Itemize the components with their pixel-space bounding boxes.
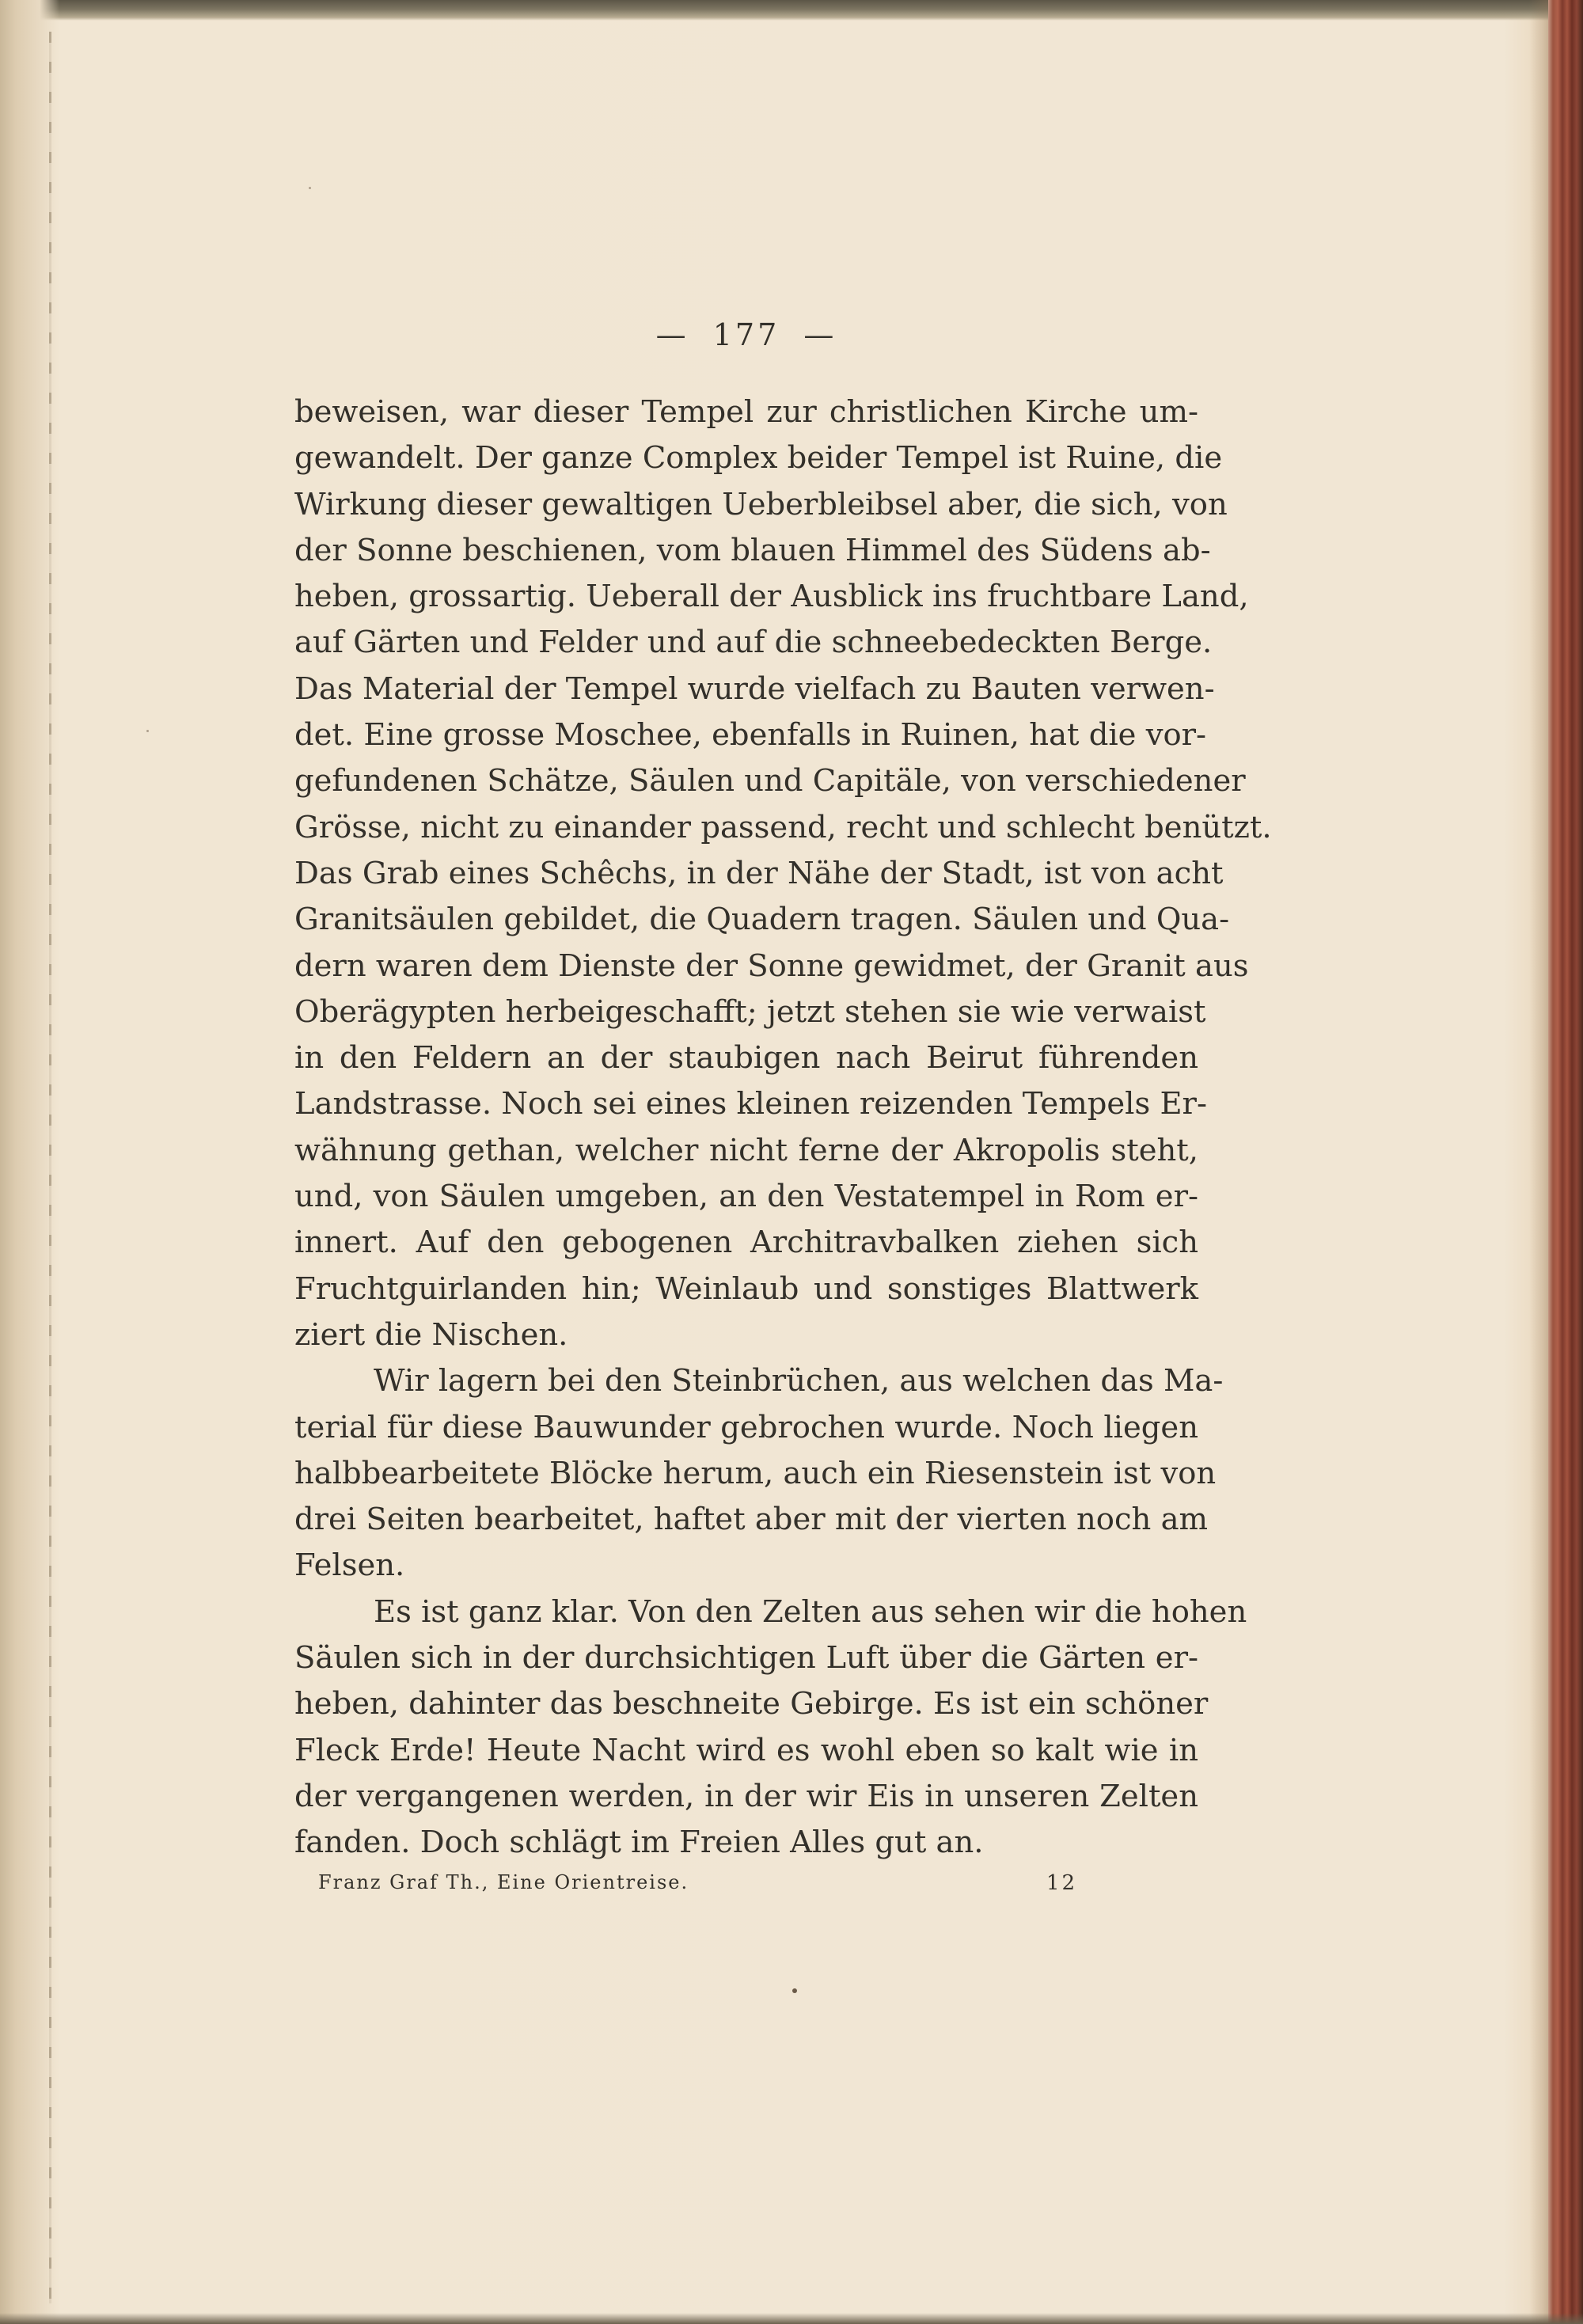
text-line: drei Seiten bearbeitet, haftet aber mit der vierten noch am: [294, 1502, 1209, 1538]
page-number-dash-right: —: [803, 317, 837, 352]
page-header: [294, 313, 1198, 356]
text-line: halbbearbeitete Blöcke herum, auch ein Riesenstein ist von: [294, 1455, 1217, 1491]
text-line: gefundenen Schätze, Säulen und Capitäle, von verschiedener: [294, 763, 1246, 799]
text-line: Das Material der Tempel wurde vielfach zu Bauten verwen-: [294, 670, 1215, 707]
text-line: Wirkung dieser gewaltigen Ueberbleibsel aber, die sich, von: [294, 486, 1228, 522]
text-line: heben, grossartig. Ueberall der Ausblick ins fruchtbare Land,: [294, 579, 1249, 615]
text-line: Säulen sich in der durchsichtigen Luft über die Gärten er-: [294, 1640, 1198, 1677]
page-footer: [294, 1871, 1198, 1903]
paragraph: [294, 1589, 1247, 1866]
signature-number: 12: [1046, 1870, 1078, 1895]
text-line: Fleck Erde! Heute Nacht wird es wohl eben so kalt wie in: [294, 1732, 1198, 1768]
text-line: wähnung gethan, welcher nicht ferne der Akropolis steht,: [294, 1132, 1198, 1168]
binding-stitching: [49, 32, 51, 2303]
book-top-edge: [0, 0, 1583, 21]
ink-speck: [309, 187, 311, 189]
paragraph: [294, 389, 1272, 1358]
book-cover-edge: [1548, 0, 1583, 2324]
text-line: Granitsäulen gebildet, die Quadern tragen. Säulen und Qua-: [294, 902, 1230, 938]
page-number-dash-left: —: [655, 317, 689, 352]
text-line: Landstrasse. Noch sei eines kleinen reizenden Tempels Er-: [294, 1086, 1207, 1122]
page-content: [294, 313, 1272, 1903]
text-line: beweisen, war dieser Tempel zur christlichen Kirche um-: [294, 394, 1198, 430]
text-line: det. Eine grosse Moschee, ebenfalls in Ruinen, hat die vor-: [294, 717, 1207, 754]
text-line: Fruchtguirlanden hin; Weinlaub und sonstiges Blattwerk: [294, 1270, 1198, 1307]
text-line: Grösse, nicht zu einander passend, recht und schlecht benützt.: [294, 809, 1272, 845]
text-line: Es ist ganz klar. Von den Zelten aus sehen wir die hohen: [374, 1593, 1247, 1630]
ink-speck: [146, 730, 149, 732]
text-line: auf Gärten und Felder und auf die schneebedeckten Berge.: [294, 625, 1213, 661]
text-line: dern waren dem Dienste der Sonne gewidmet, der Granit aus: [294, 947, 1249, 984]
text-line: in den Feldern an der staubigen nach Beirut führenden: [294, 1040, 1198, 1077]
ink-speck: [792, 1988, 797, 1993]
text-line: und, von Säulen umgeben, an den Vestatempel in Rom er-: [294, 1179, 1198, 1215]
text-line: gewandelt. Der ganze Complex beider Tempel ist Ruine, die: [294, 440, 1223, 477]
paragraph: [294, 1358, 1224, 1589]
text-line: Wir lagern bei den Steinbrüchen, aus welchen das Ma-: [374, 1363, 1224, 1399]
text-line: Oberägypten herbeigeschafft; jetzt stehen sie wie verwaist: [294, 993, 1206, 1030]
text-line: innert. Auf den gebogenen Architravbalken ziehen sich: [294, 1225, 1198, 1261]
text-line: der Sonne beschienen, vom blauen Himmel des Südens ab-: [294, 532, 1211, 568]
text-line: heben, dahinter das beschneite Gebirge. Es ist ein schöner: [294, 1686, 1209, 1722]
text-line: terial für diese Bauwunder gebrochen wurde. Noch liegen: [294, 1409, 1198, 1445]
text-line: Das Grab eines Schêchs, in der Nähe der Stadt, ist von acht: [294, 855, 1224, 891]
signature-mark: Franz Graf Th., Eine Orientreise.: [318, 1870, 689, 1893]
page-number: 177: [712, 317, 780, 352]
text-line: der vergangenen werden, in der wir Eis in unseren Zelten: [294, 1778, 1198, 1814]
text-line: fanden. Doch schlägt im Freien Alles gut an.: [294, 1825, 984, 1861]
text-line: Felsen.: [294, 1547, 405, 1584]
body-text: [294, 389, 1272, 1866]
book-bottom-edge: [0, 2313, 1583, 2324]
page-edge-shadow: [1529, 0, 1548, 2324]
text-line: ziert die Nischen.: [294, 1316, 568, 1353]
